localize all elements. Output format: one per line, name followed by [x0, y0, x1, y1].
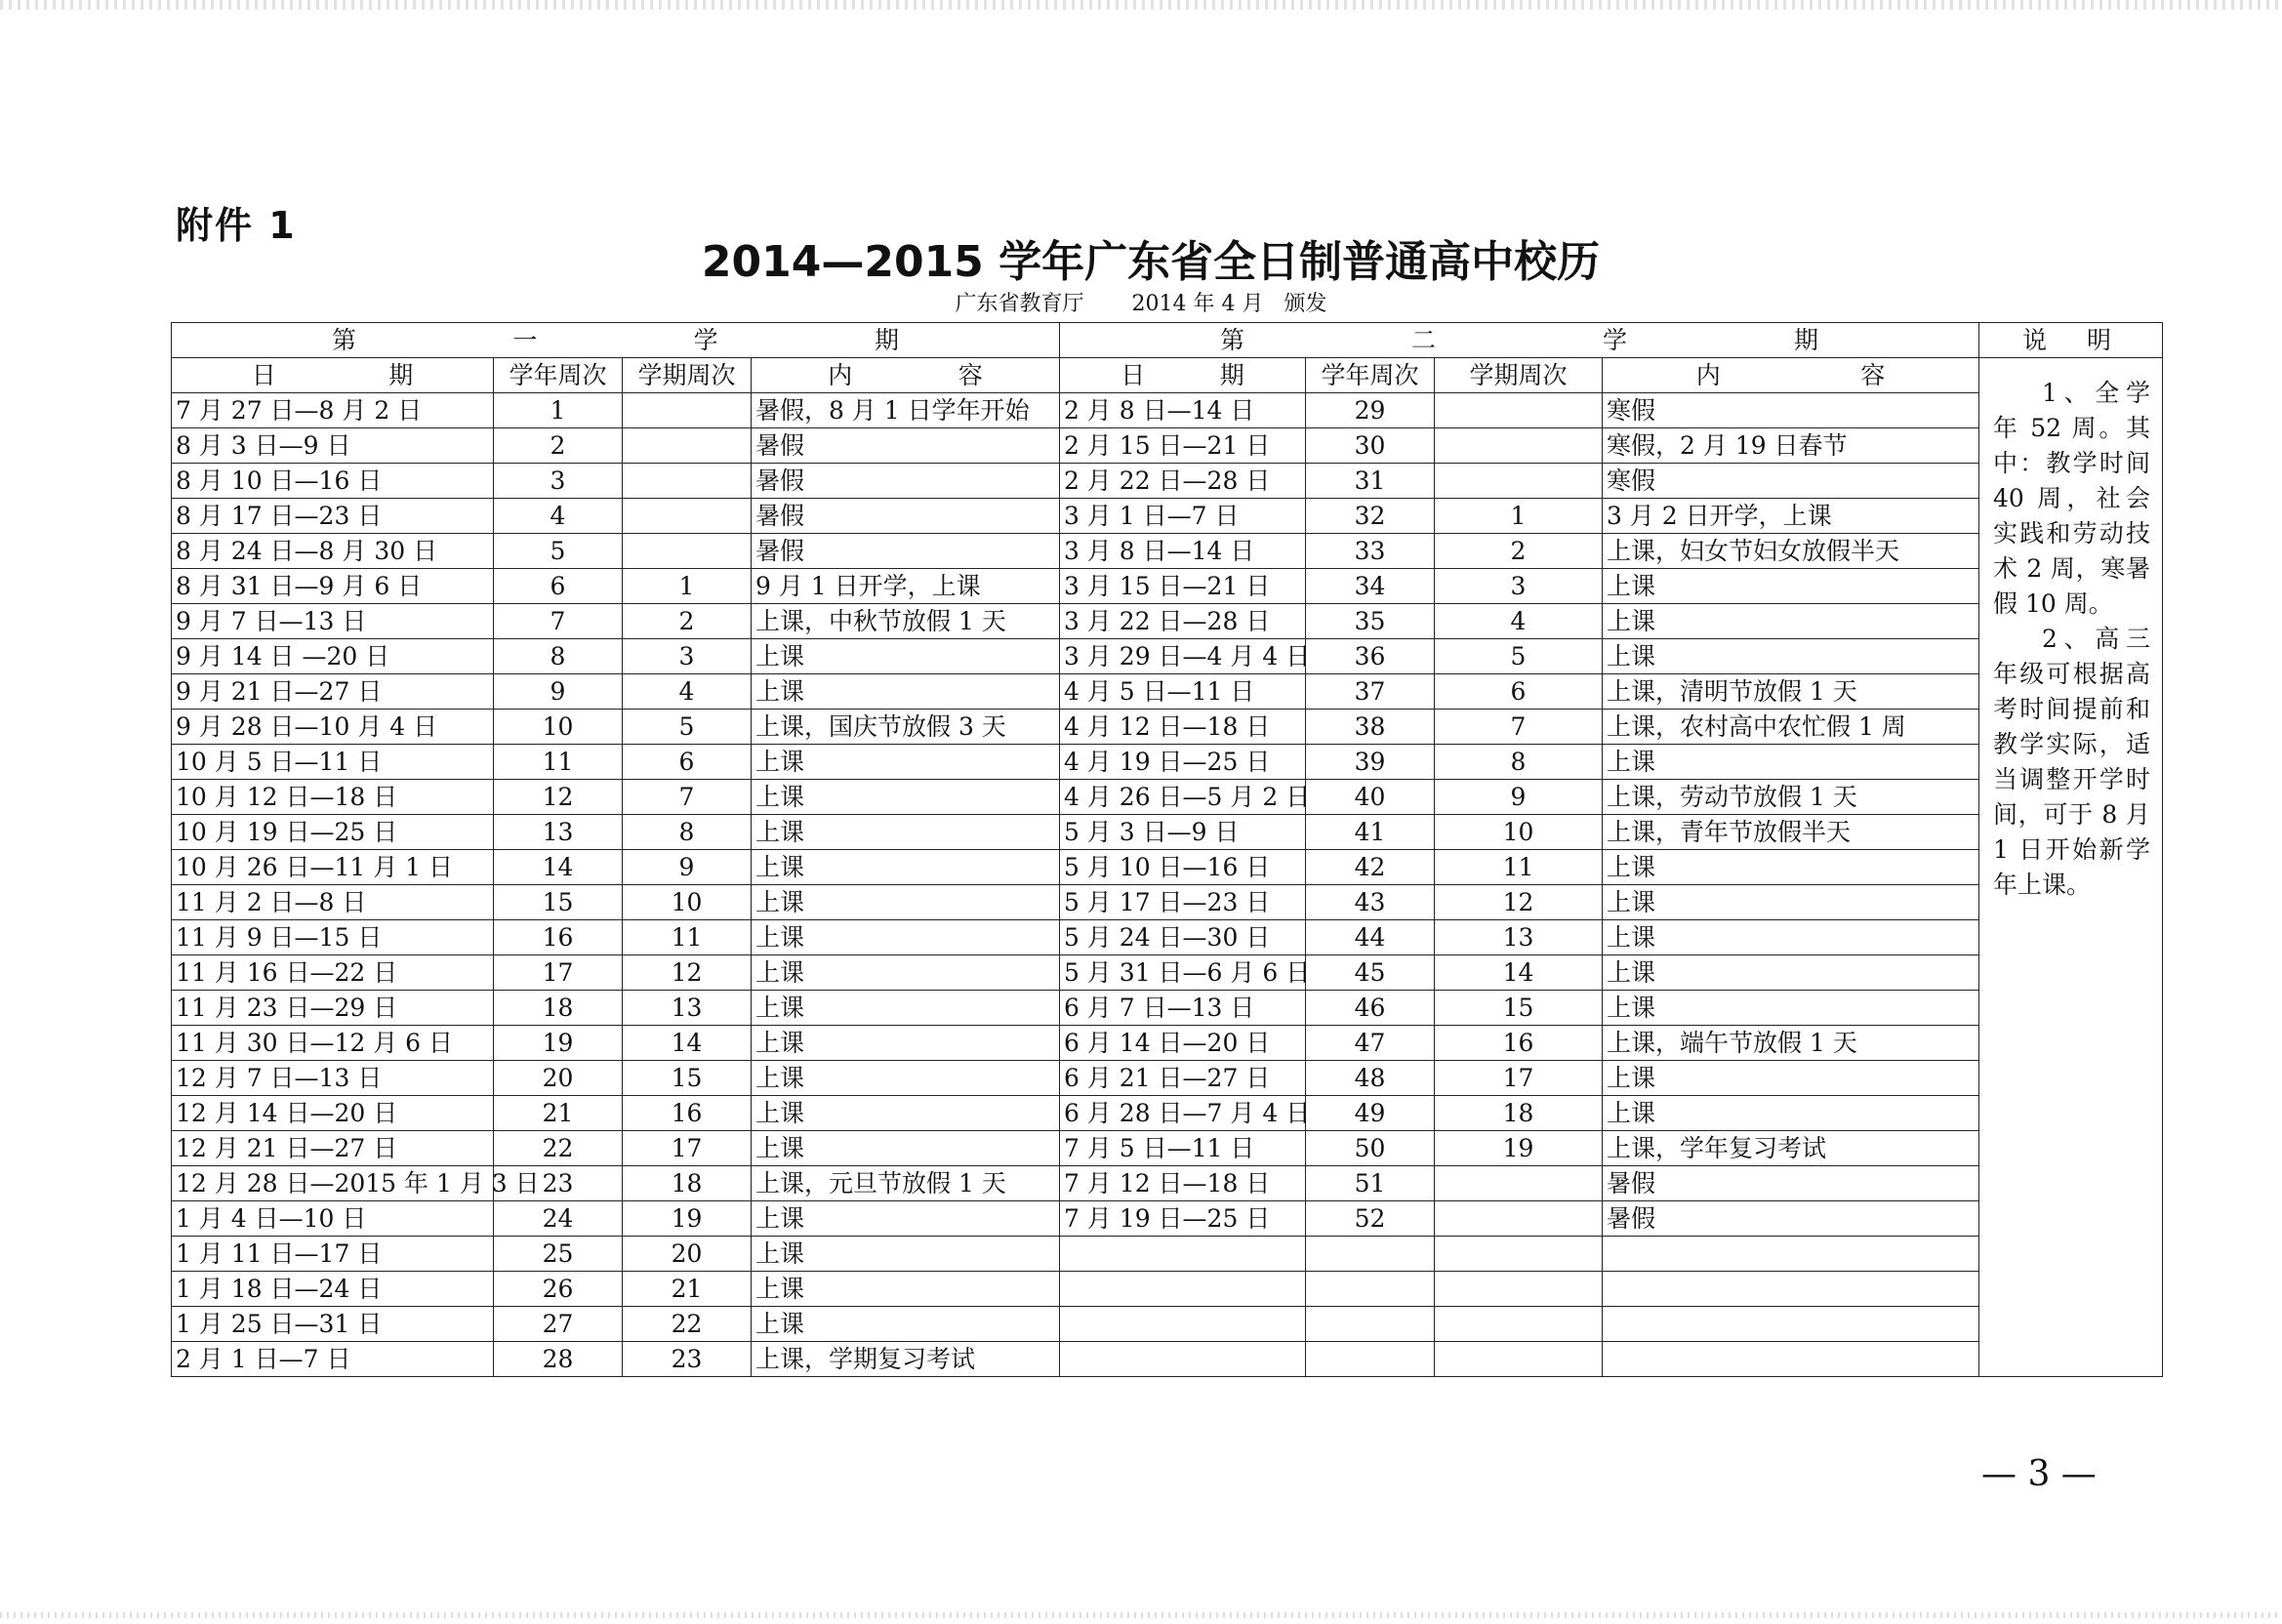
term-week-cell: 14: [1435, 955, 1603, 991]
term-week-cell: 11: [1435, 850, 1603, 885]
semester-2-char: 第: [1220, 326, 1245, 354]
notes-header: 说 明: [1979, 323, 2163, 358]
content-cell: 上课，劳动节放假 1 天: [1603, 780, 1979, 815]
notes-cell: [1979, 358, 2163, 1377]
date-cell: 10 月 19 日—25 日: [172, 815, 494, 850]
term-week-cell: 19: [623, 1201, 752, 1237]
table-row: [172, 428, 2163, 464]
year-week-cell: 19: [494, 1026, 623, 1061]
year-week-cell: 3: [494, 464, 623, 499]
term-week-cell: [1435, 464, 1603, 499]
date-cell: 10 月 12 日—18 日: [172, 780, 494, 815]
content-cell: 上课: [1603, 885, 1979, 920]
term-week-cell: 9: [623, 850, 752, 885]
header-char: 期: [1219, 361, 1244, 389]
term-week-cell: 5: [1435, 639, 1603, 674]
content-header-2: [1603, 358, 1979, 393]
date-cell: 5 月 31 日—6 月 6 日: [1060, 955, 1306, 991]
date-cell: 7 月 19 日—25 日: [1060, 1201, 1306, 1237]
table-row: [172, 1061, 2163, 1096]
content-cell: 上课: [752, 1131, 1060, 1166]
content-cell: 上课: [752, 1237, 1060, 1272]
document-title: 2014—2015 学年广东省全日制普通高中校历: [701, 237, 1601, 287]
term-week-cell: 9: [1435, 780, 1603, 815]
term-week-cell: 3: [623, 639, 752, 674]
term-week-cell: 15: [623, 1061, 752, 1096]
table-row: [172, 780, 2163, 815]
year-week-cell: 37: [1306, 674, 1435, 710]
header-char: 容: [1860, 361, 1886, 389]
content-cell: 上课: [1603, 850, 1979, 885]
content-cell: 上课: [752, 885, 1060, 920]
date-cell: 2 月 22 日—28 日: [1060, 464, 1306, 499]
date-cell: 11 月 30 日—12 月 6 日: [172, 1026, 494, 1061]
content-cell: 上课，国庆节放假 3 天: [752, 710, 1060, 745]
year-week-cell: [1306, 1272, 1435, 1307]
year-week-cell: 52: [1306, 1201, 1435, 1237]
header-char: 内: [828, 361, 853, 389]
content-cell: 上课: [1603, 745, 1979, 780]
attachment-label: 附件 1: [176, 204, 297, 247]
content-cell: 上课，中秋节放假 1 天: [752, 604, 1060, 639]
date-cell: 7 月 12 日—18 日: [1060, 1166, 1306, 1201]
table-row: [172, 1307, 2163, 1342]
content-cell: 上课，农村高中农忙假 1 周: [1603, 710, 1979, 745]
term-week-cell: [623, 393, 752, 428]
note-1: 1、全学年 52 周。其中：教学时间 40 周，社会实践和劳动技术 2 周，寒暑假 10 周。: [1993, 379, 2150, 618]
date-cell: 8 月 31 日—9 月 6 日: [172, 569, 494, 604]
term-week-cell: [1435, 393, 1603, 428]
table-row: [172, 1342, 2163, 1377]
year-week-cell: 13: [494, 815, 623, 850]
header-char: 日: [251, 361, 276, 389]
content-cell: 上课，学年复习考试: [1603, 1131, 1979, 1166]
table-row: [172, 674, 2163, 710]
content-cell: 上课: [752, 745, 1060, 780]
year-week-cell: 31: [1306, 464, 1435, 499]
date-cell: 12 月 21 日—27 日: [172, 1131, 494, 1166]
date-cell: 11 月 9 日—15 日: [172, 920, 494, 955]
year-week-cell: 48: [1306, 1061, 1435, 1096]
content-cell: 上课: [1603, 569, 1979, 604]
content-cell: 暑假: [752, 499, 1060, 534]
term-week-cell: 16: [623, 1096, 752, 1131]
year-week-cell: 40: [1306, 780, 1435, 815]
term-week-cell: 10: [1435, 815, 1603, 850]
year-week-cell: 18: [494, 991, 623, 1026]
term-week-cell: 7: [1435, 710, 1603, 745]
date-cell: 4 月 19 日—25 日: [1060, 745, 1306, 780]
table-row: [172, 920, 2163, 955]
term-week-cell: [1435, 428, 1603, 464]
date-cell: 10 月 26 日—11 月 1 日: [172, 850, 494, 885]
year-week-cell: 2: [494, 428, 623, 464]
content-cell: [1603, 1307, 1979, 1342]
year-week-cell: 50: [1306, 1131, 1435, 1166]
date-cell: 2 月 15 日—21 日: [1060, 428, 1306, 464]
term-week-cell: 17: [1435, 1061, 1603, 1096]
year-week-cell: 8: [494, 639, 623, 674]
content-cell: 上课: [752, 920, 1060, 955]
year-week-cell: 44: [1306, 920, 1435, 955]
date-cell: 3 月 29 日—4 月 4 日: [1060, 639, 1306, 674]
year-week-cell: 49: [1306, 1096, 1435, 1131]
issuer-line: 广东省教育厅 2014 年 4 月 颁发: [955, 292, 1327, 316]
term-week-cell: 1: [623, 569, 752, 604]
date-cell: 8 月 3 日—9 日: [172, 428, 494, 464]
date-cell: 1 月 4 日—10 日: [172, 1201, 494, 1237]
year-week-cell: 1: [494, 393, 623, 428]
year-week-cell: 5: [494, 534, 623, 569]
term-week-cell: [1435, 1307, 1603, 1342]
term-week-cell: [623, 499, 752, 534]
content-cell: 上课: [752, 1096, 1060, 1131]
content-cell: 上课: [1603, 920, 1979, 955]
content-cell: [1603, 1272, 1979, 1307]
date-cell: 6 月 14 日—20 日: [1060, 1026, 1306, 1061]
term-week-cell: 13: [623, 991, 752, 1026]
content-cell: 上课，妇女节妇女放假半天: [1603, 534, 1979, 569]
content-cell: 上课，青年节放假半天: [1603, 815, 1979, 850]
date-header-2: [1060, 358, 1306, 393]
content-cell: 上课: [752, 674, 1060, 710]
content-cell: 上课，元旦节放假 1 天: [752, 1166, 1060, 1201]
date-cell: 9 月 14 日 —20 日: [172, 639, 494, 674]
school-calendar-table: [171, 322, 2163, 1377]
date-cell: 6 月 7 日—13 日: [1060, 991, 1306, 1026]
term-week-cell: 14: [623, 1026, 752, 1061]
year-week-header-1: 学年周次: [494, 358, 623, 393]
term-week-header-1: 学期周次: [623, 358, 752, 393]
term-week-cell: 8: [623, 815, 752, 850]
date-cell: 9 月 28 日—10 月 4 日: [172, 710, 494, 745]
term-week-cell: 4: [1435, 604, 1603, 639]
date-cell: 4 月 26 日—5 月 2 日: [1060, 780, 1306, 815]
term-week-cell: [1435, 1201, 1603, 1237]
year-week-cell: 29: [1306, 393, 1435, 428]
year-week-cell: 9: [494, 674, 623, 710]
term-week-cell: 8: [1435, 745, 1603, 780]
content-cell: 上课: [1603, 991, 1979, 1026]
content-cell: 上课: [752, 1201, 1060, 1237]
term-week-cell: 16: [1435, 1026, 1603, 1061]
year-week-cell: 39: [1306, 745, 1435, 780]
term-week-cell: 6: [623, 745, 752, 780]
scan-edge-top: [0, 0, 2282, 10]
content-cell: 暑假: [1603, 1166, 1979, 1201]
term-week-cell: 1: [1435, 499, 1603, 534]
term-week-cell: [623, 464, 752, 499]
content-cell: 上课: [752, 1026, 1060, 1061]
table-row: [172, 710, 2163, 745]
year-week-cell: 23: [494, 1166, 623, 1201]
scan-edge-bottom: [0, 1612, 2282, 1618]
content-cell: 寒假，2 月 19 日春节: [1603, 428, 1979, 464]
year-week-cell: 16: [494, 920, 623, 955]
year-week-cell: 33: [1306, 534, 1435, 569]
date-cell: 6 月 28 日—7 月 4 日: [1060, 1096, 1306, 1131]
term-week-cell: 18: [1435, 1096, 1603, 1131]
date-cell: 12 月 28 日—2015 年 1 月 3 日: [172, 1166, 494, 1201]
semester-1-char: 学: [693, 326, 718, 354]
term-week-header-2: 学期周次: [1435, 358, 1603, 393]
content-cell: 暑假: [752, 464, 1060, 499]
year-week-cell: 14: [494, 850, 623, 885]
content-cell: 上课: [752, 815, 1060, 850]
year-week-cell: 42: [1306, 850, 1435, 885]
table-row: [172, 534, 2163, 569]
content-cell: 上课: [752, 780, 1060, 815]
date-cell: 9 月 7 日—13 日: [172, 604, 494, 639]
content-cell: 上课: [752, 1061, 1060, 1096]
semester-header-row: [172, 323, 2163, 358]
term-week-cell: 22: [623, 1307, 752, 1342]
date-cell: 3 月 15 日—21 日: [1060, 569, 1306, 604]
year-week-cell: 7: [494, 604, 623, 639]
term-week-cell: 5: [623, 710, 752, 745]
date-cell: 3 月 8 日—14 日: [1060, 534, 1306, 569]
term-week-cell: [1435, 1237, 1603, 1272]
year-week-cell: 26: [494, 1272, 623, 1307]
date-cell: [1060, 1307, 1306, 1342]
year-week-cell: 47: [1306, 1026, 1435, 1061]
date-cell: 9 月 21 日—27 日: [172, 674, 494, 710]
content-cell: 上课: [752, 850, 1060, 885]
content-cell: 上课: [1603, 604, 1979, 639]
semester-1-char: 一: [512, 326, 538, 354]
table-row: [172, 1272, 2163, 1307]
content-cell: 上课: [752, 639, 1060, 674]
table-row: [172, 885, 2163, 920]
year-week-cell: 6: [494, 569, 623, 604]
term-week-cell: 2: [623, 604, 752, 639]
year-week-cell: 25: [494, 1237, 623, 1272]
table-row: [172, 1237, 2163, 1272]
date-cell: 5 月 10 日—16 日: [1060, 850, 1306, 885]
table-row: [172, 815, 2163, 850]
content-cell: 上课，清明节放假 1 天: [1603, 674, 1979, 710]
table-row: [172, 991, 2163, 1026]
date-cell: 3 月 1 日—7 日: [1060, 499, 1306, 534]
year-week-cell: 24: [494, 1201, 623, 1237]
date-cell: 2 月 1 日—7 日: [172, 1342, 494, 1377]
year-week-header-2: 学年周次: [1306, 358, 1435, 393]
date-header-1: [172, 358, 494, 393]
term-week-cell: [1435, 1342, 1603, 1377]
date-cell: 1 月 18 日—24 日: [172, 1272, 494, 1307]
table-row: [172, 1096, 2163, 1131]
date-cell: 5 月 24 日—30 日: [1060, 920, 1306, 955]
table-row: [172, 1131, 2163, 1166]
date-cell: 10 月 5 日—11 日: [172, 745, 494, 780]
table-row: [172, 464, 2163, 499]
date-cell: 8 月 17 日—23 日: [172, 499, 494, 534]
term-week-cell: 21: [623, 1272, 752, 1307]
date-cell: 11 月 16 日—22 日: [172, 955, 494, 991]
semester-2-char: 期: [1793, 326, 1818, 354]
term-week-cell: [623, 534, 752, 569]
term-week-cell: 7: [623, 780, 752, 815]
note-2: 2、高三年级可根据高考时间提前和教学实际，适当调整开学时间，可于 8 月 1 日开始新学年上课。: [1993, 625, 2150, 899]
year-week-cell: 10: [494, 710, 623, 745]
term-week-cell: 20: [623, 1237, 752, 1272]
table-row: [172, 1026, 2163, 1061]
table-row: [172, 604, 2163, 639]
term-week-cell: 2: [1435, 534, 1603, 569]
date-cell: 5 月 17 日—23 日: [1060, 885, 1306, 920]
year-week-cell: 32: [1306, 499, 1435, 534]
content-cell: 9 月 1 日开学，上课: [752, 569, 1060, 604]
content-cell: 暑假: [752, 534, 1060, 569]
term-week-cell: 15: [1435, 991, 1603, 1026]
table-row: [172, 745, 2163, 780]
year-week-cell: 38: [1306, 710, 1435, 745]
term-week-cell: [1435, 1272, 1603, 1307]
year-week-cell: 12: [494, 780, 623, 815]
content-cell: 上课: [1603, 955, 1979, 991]
header-char: 内: [1695, 361, 1721, 389]
content-cell: [1603, 1342, 1979, 1377]
term-week-cell: 11: [623, 920, 752, 955]
semester-1-header: [172, 323, 1060, 358]
semester-1-char: 第: [332, 326, 357, 354]
term-week-cell: 12: [623, 955, 752, 991]
term-week-cell: 6: [1435, 674, 1603, 710]
content-header-1: [752, 358, 1060, 393]
year-week-cell: 20: [494, 1061, 623, 1096]
date-cell: [1060, 1237, 1306, 1272]
date-cell: 2 月 8 日—14 日: [1060, 393, 1306, 428]
date-cell: 12 月 7 日—13 日: [172, 1061, 494, 1096]
date-cell: 4 月 12 日—18 日: [1060, 710, 1306, 745]
content-cell: 3 月 2 日开学，上课: [1603, 499, 1979, 534]
date-cell: 5 月 3 日—9 日: [1060, 815, 1306, 850]
year-week-cell: 35: [1306, 604, 1435, 639]
table-row: [172, 1201, 2163, 1237]
year-week-cell: 34: [1306, 569, 1435, 604]
content-cell: 上课: [1603, 1061, 1979, 1096]
table-row: [172, 393, 2163, 428]
semester-2-char: 学: [1602, 326, 1627, 354]
term-week-cell: 23: [623, 1342, 752, 1377]
term-week-cell: 13: [1435, 920, 1603, 955]
date-cell: 3 月 22 日—28 日: [1060, 604, 1306, 639]
content-cell: 上课，学期复习考试: [752, 1342, 1060, 1377]
term-week-cell: 19: [1435, 1131, 1603, 1166]
semester-2-char: 二: [1410, 326, 1436, 354]
content-cell: 暑假: [1603, 1201, 1979, 1237]
year-week-cell: 45: [1306, 955, 1435, 991]
date-cell: 7 月 27 日—8 月 2 日: [172, 393, 494, 428]
date-cell: 8 月 24 日—8 月 30 日: [172, 534, 494, 569]
content-cell: 上课: [752, 1272, 1060, 1307]
year-week-cell: 36: [1306, 639, 1435, 674]
content-cell: 上课，端午节放假 1 天: [1603, 1026, 1979, 1061]
year-week-cell: [1306, 1307, 1435, 1342]
semester-2-header: [1060, 323, 1979, 358]
table-row: [172, 569, 2163, 604]
term-week-cell: 18: [623, 1166, 752, 1201]
year-week-cell: 28: [494, 1342, 623, 1377]
year-week-cell: 17: [494, 955, 623, 991]
term-week-cell: [623, 428, 752, 464]
date-cell: 1 月 11 日—17 日: [172, 1237, 494, 1272]
semester-1-char: 期: [874, 326, 899, 354]
date-cell: 8 月 10 日—16 日: [172, 464, 494, 499]
content-cell: 上课: [752, 955, 1060, 991]
date-cell: 6 月 21 日—27 日: [1060, 1061, 1306, 1096]
year-week-cell: 21: [494, 1096, 623, 1131]
year-week-cell: 51: [1306, 1166, 1435, 1201]
date-cell: 4 月 5 日—11 日: [1060, 674, 1306, 710]
year-week-cell: 15: [494, 885, 623, 920]
content-cell: 寒假: [1603, 393, 1979, 428]
term-week-cell: 17: [623, 1131, 752, 1166]
year-week-cell: 43: [1306, 885, 1435, 920]
year-week-cell: 41: [1306, 815, 1435, 850]
content-cell: 上课: [1603, 639, 1979, 674]
term-week-cell: 12: [1435, 885, 1603, 920]
header-char: 容: [958, 361, 983, 389]
term-week-cell: 4: [623, 674, 752, 710]
content-cell: 上课: [1603, 1096, 1979, 1131]
header-char: 日: [1121, 361, 1146, 389]
date-cell: 7 月 5 日—11 日: [1060, 1131, 1306, 1166]
term-week-cell: [1435, 1166, 1603, 1201]
term-week-cell: 3: [1435, 569, 1603, 604]
table-row: [172, 1166, 2163, 1201]
date-cell: 11 月 2 日—8 日: [172, 885, 494, 920]
year-week-cell: 4: [494, 499, 623, 534]
table-row: [172, 955, 2163, 991]
year-week-cell: 46: [1306, 991, 1435, 1026]
year-week-cell: 11: [494, 745, 623, 780]
content-cell: 寒假: [1603, 464, 1979, 499]
content-cell: [1603, 1237, 1979, 1272]
date-cell: 1 月 25 日—31 日: [172, 1307, 494, 1342]
date-cell: [1060, 1342, 1306, 1377]
date-cell: 12 月 14 日—20 日: [172, 1096, 494, 1131]
term-week-cell: 10: [623, 885, 752, 920]
table-row: [172, 639, 2163, 674]
table-row: [172, 850, 2163, 885]
table-row: [172, 499, 2163, 534]
year-week-cell: [1306, 1237, 1435, 1272]
year-week-cell: [1306, 1342, 1435, 1377]
content-cell: 暑假: [752, 428, 1060, 464]
year-week-cell: 22: [494, 1131, 623, 1166]
column-header-row: [172, 358, 2163, 393]
header-char: 期: [388, 361, 414, 389]
content-cell: 暑假，8 月 1 日学年开始: [752, 393, 1060, 428]
year-week-cell: 27: [494, 1307, 623, 1342]
page-number: — 3 —: [1981, 1454, 2097, 1494]
date-cell: [1060, 1272, 1306, 1307]
content-cell: 上课: [752, 1307, 1060, 1342]
date-cell: 11 月 23 日—29 日: [172, 991, 494, 1026]
year-week-cell: 30: [1306, 428, 1435, 464]
content-cell: 上课: [752, 991, 1060, 1026]
